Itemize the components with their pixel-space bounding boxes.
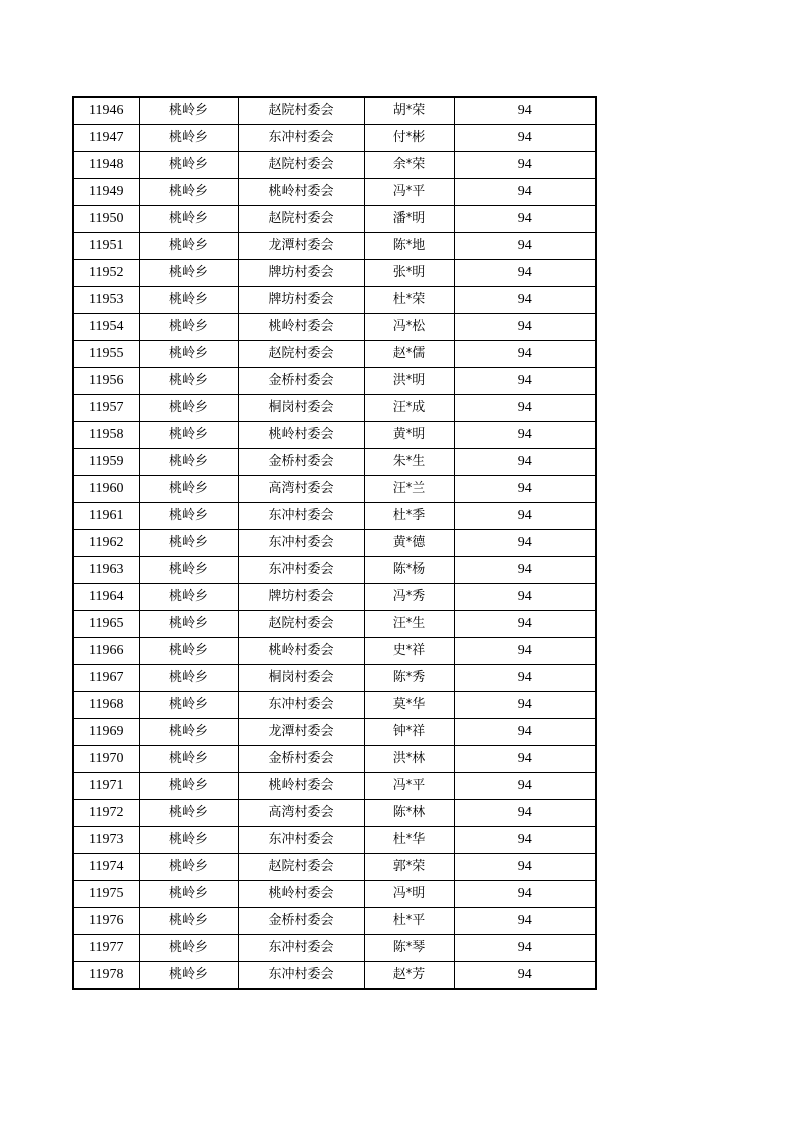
roster-table-body — [73, 97, 596, 989]
cell-name: 史*祥 — [364, 638, 454, 665]
table-row — [73, 557, 596, 584]
cell-name: 赵*儒 — [364, 341, 454, 368]
cell-township: 桃岭乡 — [139, 638, 238, 665]
cell-score: 94 — [454, 665, 596, 692]
cell-score: 94 — [454, 314, 596, 341]
table-row — [73, 260, 596, 287]
cell-id: 11960 — [73, 476, 139, 503]
table-row — [73, 908, 596, 935]
cell-village: 东冲村委会 — [238, 125, 364, 152]
cell-score: 94 — [454, 422, 596, 449]
cell-id: 11970 — [73, 746, 139, 773]
cell-village: 赵院村委会 — [238, 206, 364, 233]
table-row — [73, 827, 596, 854]
cell-township: 桃岭乡 — [139, 746, 238, 773]
cell-village: 桃岭村委会 — [238, 422, 364, 449]
cell-township: 桃岭乡 — [139, 476, 238, 503]
cell-id: 11966 — [73, 638, 139, 665]
cell-township: 桃岭乡 — [139, 935, 238, 962]
cell-name: 张*明 — [364, 260, 454, 287]
cell-id: 11965 — [73, 611, 139, 638]
roster-table — [72, 96, 597, 990]
table-row — [73, 962, 596, 990]
cell-id: 11974 — [73, 854, 139, 881]
cell-village: 东冲村委会 — [238, 503, 364, 530]
cell-village: 高湾村委会 — [238, 800, 364, 827]
table-row — [73, 395, 596, 422]
cell-name: 郭*荣 — [364, 854, 454, 881]
cell-township: 桃岭乡 — [139, 179, 238, 206]
table-row — [73, 179, 596, 206]
cell-name: 陈*琴 — [364, 935, 454, 962]
cell-township: 桃岭乡 — [139, 287, 238, 314]
cell-id: 11953 — [73, 287, 139, 314]
cell-name: 杜*华 — [364, 827, 454, 854]
cell-id: 11956 — [73, 368, 139, 395]
cell-township: 桃岭乡 — [139, 692, 238, 719]
cell-id: 11946 — [73, 97, 139, 125]
cell-name: 陈*杨 — [364, 557, 454, 584]
cell-name: 赵*芳 — [364, 962, 454, 990]
cell-score: 94 — [454, 773, 596, 800]
table-row — [73, 97, 596, 125]
table-row — [73, 854, 596, 881]
cell-village: 赵院村委会 — [238, 854, 364, 881]
table-row — [73, 881, 596, 908]
cell-score: 94 — [454, 611, 596, 638]
cell-name: 汪*生 — [364, 611, 454, 638]
cell-id: 11954 — [73, 314, 139, 341]
table-row — [73, 773, 596, 800]
cell-score: 94 — [454, 827, 596, 854]
table-row — [73, 935, 596, 962]
cell-id: 11976 — [73, 908, 139, 935]
cell-township: 桃岭乡 — [139, 611, 238, 638]
cell-township: 桃岭乡 — [139, 530, 238, 557]
table-row — [73, 287, 596, 314]
cell-village: 东冲村委会 — [238, 935, 364, 962]
cell-name: 陈*秀 — [364, 665, 454, 692]
cell-name: 洪*林 — [364, 746, 454, 773]
cell-township: 桃岭乡 — [139, 773, 238, 800]
cell-score: 94 — [454, 368, 596, 395]
cell-village: 龙潭村委会 — [238, 719, 364, 746]
cell-village: 东冲村委会 — [238, 530, 364, 557]
cell-township: 桃岭乡 — [139, 584, 238, 611]
cell-score: 94 — [454, 503, 596, 530]
cell-id: 11962 — [73, 530, 139, 557]
cell-name: 潘*明 — [364, 206, 454, 233]
cell-score: 94 — [454, 719, 596, 746]
table-row — [73, 800, 596, 827]
cell-township: 桃岭乡 — [139, 260, 238, 287]
table-row — [73, 125, 596, 152]
cell-village: 东冲村委会 — [238, 962, 364, 990]
cell-village: 桃岭村委会 — [238, 179, 364, 206]
cell-village: 桐岗村委会 — [238, 395, 364, 422]
cell-name: 莫*华 — [364, 692, 454, 719]
cell-id: 11961 — [73, 503, 139, 530]
cell-township: 桃岭乡 — [139, 206, 238, 233]
cell-name: 黄*德 — [364, 530, 454, 557]
cell-township: 桃岭乡 — [139, 341, 238, 368]
cell-village: 牌坊村委会 — [238, 584, 364, 611]
cell-id: 11957 — [73, 395, 139, 422]
cell-score: 94 — [454, 908, 596, 935]
cell-id: 11947 — [73, 125, 139, 152]
table-row — [73, 314, 596, 341]
cell-id: 11959 — [73, 449, 139, 476]
table-row — [73, 503, 596, 530]
cell-id: 11968 — [73, 692, 139, 719]
cell-name: 杜*平 — [364, 908, 454, 935]
table-row — [73, 152, 596, 179]
cell-id: 11973 — [73, 827, 139, 854]
cell-score: 94 — [454, 260, 596, 287]
cell-township: 桃岭乡 — [139, 854, 238, 881]
cell-township: 桃岭乡 — [139, 503, 238, 530]
cell-id: 11977 — [73, 935, 139, 962]
table-row — [73, 746, 596, 773]
cell-id: 11975 — [73, 881, 139, 908]
cell-name: 汪*成 — [364, 395, 454, 422]
cell-name: 冯*松 — [364, 314, 454, 341]
cell-score: 94 — [454, 287, 596, 314]
cell-score: 94 — [454, 800, 596, 827]
cell-village: 桃岭村委会 — [238, 638, 364, 665]
cell-village: 高湾村委会 — [238, 476, 364, 503]
cell-score: 94 — [454, 962, 596, 990]
table-row — [73, 368, 596, 395]
cell-village: 金桥村委会 — [238, 908, 364, 935]
cell-id: 11951 — [73, 233, 139, 260]
cell-score: 94 — [454, 638, 596, 665]
cell-score: 94 — [454, 206, 596, 233]
cell-id: 11950 — [73, 206, 139, 233]
cell-score: 94 — [454, 692, 596, 719]
cell-township: 桃岭乡 — [139, 881, 238, 908]
cell-village: 赵院村委会 — [238, 611, 364, 638]
cell-score: 94 — [454, 152, 596, 179]
cell-township: 桃岭乡 — [139, 97, 238, 125]
cell-name: 付*彬 — [364, 125, 454, 152]
table-row — [73, 692, 596, 719]
cell-score: 94 — [454, 476, 596, 503]
cell-village: 赵院村委会 — [238, 97, 364, 125]
cell-township: 桃岭乡 — [139, 449, 238, 476]
cell-name: 汪*兰 — [364, 476, 454, 503]
cell-township: 桃岭乡 — [139, 557, 238, 584]
table-row — [73, 422, 596, 449]
cell-township: 桃岭乡 — [139, 908, 238, 935]
cell-id: 11958 — [73, 422, 139, 449]
cell-id: 11971 — [73, 773, 139, 800]
cell-score: 94 — [454, 125, 596, 152]
cell-score: 94 — [454, 233, 596, 260]
cell-score: 94 — [454, 395, 596, 422]
cell-name: 钟*祥 — [364, 719, 454, 746]
cell-name: 余*荣 — [364, 152, 454, 179]
cell-id: 11952 — [73, 260, 139, 287]
cell-id: 11969 — [73, 719, 139, 746]
cell-village: 桃岭村委会 — [238, 314, 364, 341]
cell-id: 11964 — [73, 584, 139, 611]
cell-village: 桐岗村委会 — [238, 665, 364, 692]
cell-id: 11955 — [73, 341, 139, 368]
table-row — [73, 449, 596, 476]
cell-score: 94 — [454, 881, 596, 908]
table-row — [73, 206, 596, 233]
cell-name: 黄*明 — [364, 422, 454, 449]
cell-score: 94 — [454, 746, 596, 773]
cell-score: 94 — [454, 97, 596, 125]
cell-township: 桃岭乡 — [139, 665, 238, 692]
table-row — [73, 638, 596, 665]
table-row — [73, 584, 596, 611]
cell-score: 94 — [454, 341, 596, 368]
table-row — [73, 719, 596, 746]
cell-township: 桃岭乡 — [139, 368, 238, 395]
cell-village: 牌坊村委会 — [238, 287, 364, 314]
cell-township: 桃岭乡 — [139, 827, 238, 854]
table-row — [73, 233, 596, 260]
cell-score: 94 — [454, 530, 596, 557]
cell-name: 陈*林 — [364, 800, 454, 827]
cell-name: 陈*地 — [364, 233, 454, 260]
cell-township: 桃岭乡 — [139, 800, 238, 827]
cell-township: 桃岭乡 — [139, 719, 238, 746]
cell-village: 金桥村委会 — [238, 368, 364, 395]
cell-township: 桃岭乡 — [139, 395, 238, 422]
cell-id: 11972 — [73, 800, 139, 827]
cell-township: 桃岭乡 — [139, 422, 238, 449]
cell-village: 桃岭村委会 — [238, 773, 364, 800]
cell-township: 桃岭乡 — [139, 962, 238, 990]
cell-score: 94 — [454, 179, 596, 206]
cell-name: 杜*季 — [364, 503, 454, 530]
cell-village: 金桥村委会 — [238, 449, 364, 476]
cell-score: 94 — [454, 854, 596, 881]
cell-name: 杜*荣 — [364, 287, 454, 314]
cell-name: 朱*生 — [364, 449, 454, 476]
cell-village: 牌坊村委会 — [238, 260, 364, 287]
cell-village: 东冲村委会 — [238, 557, 364, 584]
cell-score: 94 — [454, 935, 596, 962]
cell-township: 桃岭乡 — [139, 152, 238, 179]
cell-township: 桃岭乡 — [139, 233, 238, 260]
cell-id: 11967 — [73, 665, 139, 692]
cell-village: 龙潭村委会 — [238, 233, 364, 260]
cell-name: 冯*秀 — [364, 584, 454, 611]
table-row — [73, 476, 596, 503]
cell-township: 桃岭乡 — [139, 314, 238, 341]
cell-name: 洪*明 — [364, 368, 454, 395]
cell-id: 11948 — [73, 152, 139, 179]
cell-score: 94 — [454, 449, 596, 476]
cell-name: 冯*平 — [364, 773, 454, 800]
cell-village: 赵院村委会 — [238, 152, 364, 179]
cell-id: 11949 — [73, 179, 139, 206]
cell-village: 金桥村委会 — [238, 746, 364, 773]
cell-score: 94 — [454, 584, 596, 611]
cell-id: 11963 — [73, 557, 139, 584]
cell-township: 桃岭乡 — [139, 125, 238, 152]
table-row — [73, 341, 596, 368]
table-row — [73, 530, 596, 557]
cell-name: 冯*明 — [364, 881, 454, 908]
table-row — [73, 665, 596, 692]
cell-village: 桃岭村委会 — [238, 881, 364, 908]
table-row — [73, 611, 596, 638]
cell-name: 胡*荣 — [364, 97, 454, 125]
cell-score: 94 — [454, 557, 596, 584]
cell-village: 赵院村委会 — [238, 341, 364, 368]
cell-village: 东冲村委会 — [238, 827, 364, 854]
cell-id: 11978 — [73, 962, 139, 990]
cell-village: 东冲村委会 — [238, 692, 364, 719]
cell-name: 冯*平 — [364, 179, 454, 206]
